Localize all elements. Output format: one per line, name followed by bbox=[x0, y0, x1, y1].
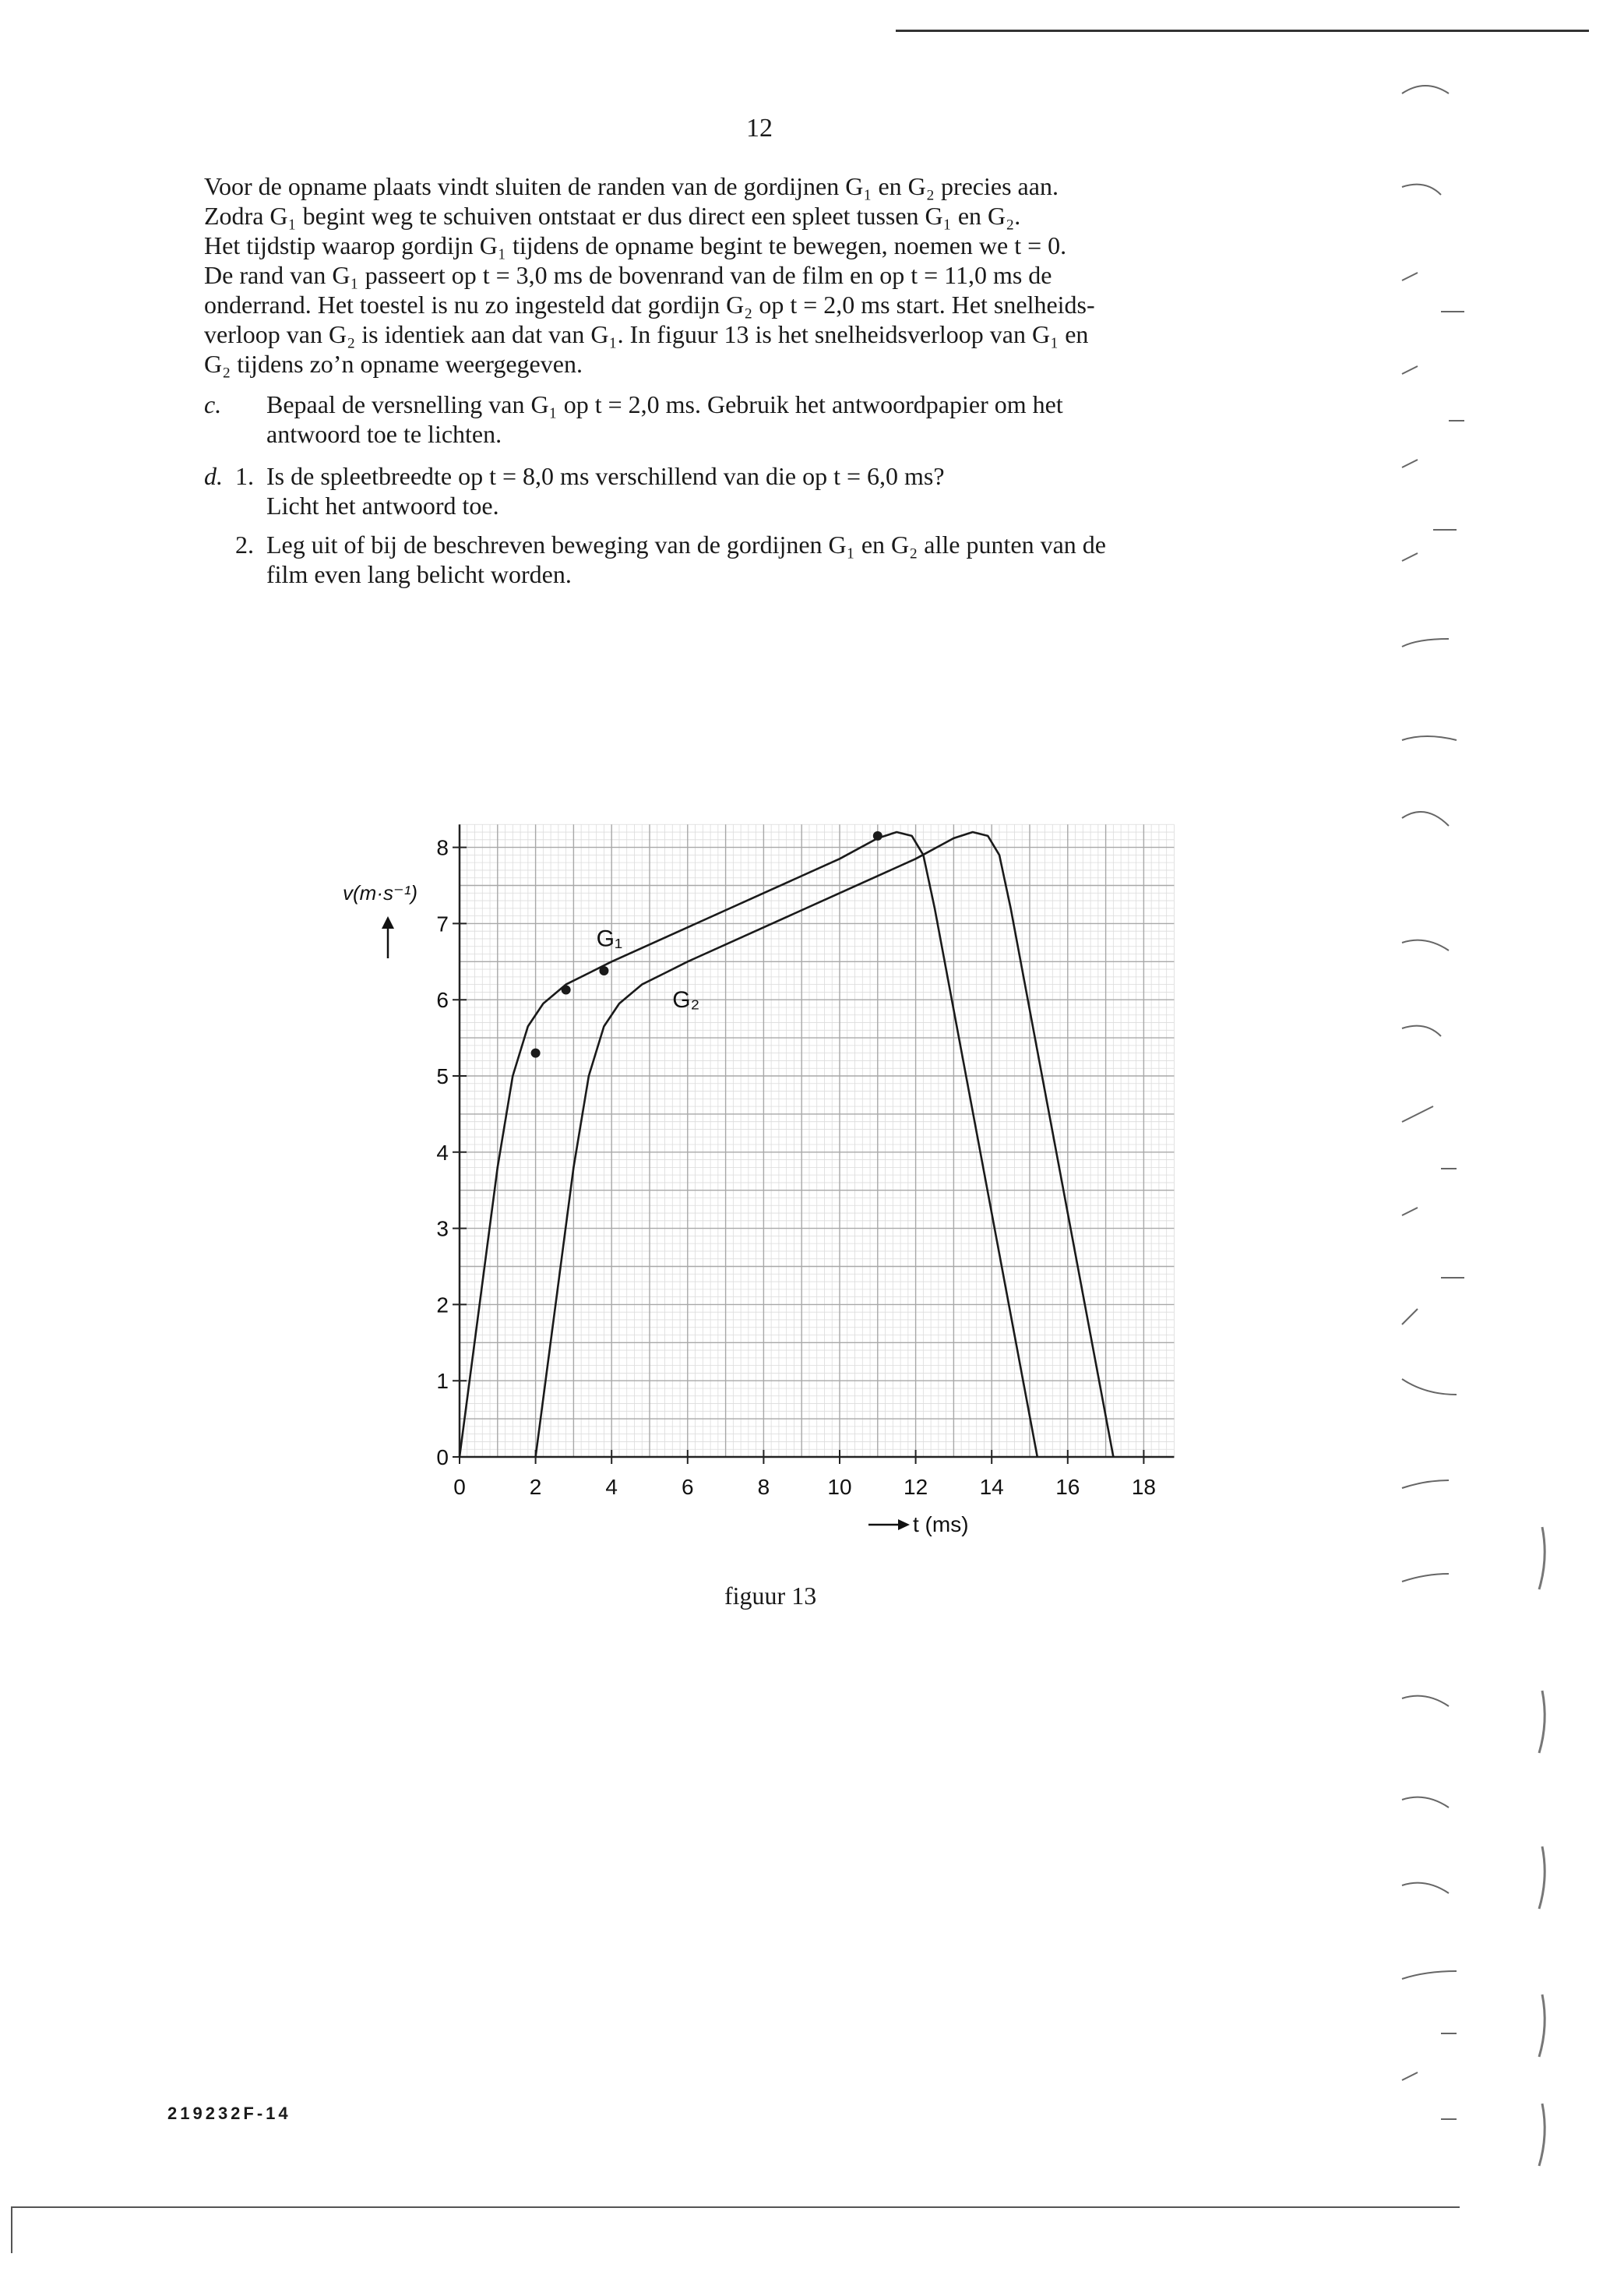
intro-line: Het tijdstip waarop gordijn G₁ tijdens de opname begint te bewegen, noemen we t = 0. bbox=[204, 231, 1067, 259]
x-axis-arrow-head bbox=[898, 1519, 910, 1530]
x-axis-label: t (ms) bbox=[913, 1512, 969, 1536]
x-tick-label: 16 bbox=[1055, 1475, 1080, 1499]
x-tick-label: 18 bbox=[1131, 1475, 1156, 1499]
question-d-label: d. bbox=[204, 462, 223, 490]
intro-line: verloop van G₂ is identiek aan dat van G₁. In figuur 13 is het snelheidsverloop van G₁ en bbox=[204, 320, 1089, 348]
question-d-2-text bbox=[266, 530, 1106, 589]
y-tick-label: 2 bbox=[436, 1293, 449, 1317]
question-c-text bbox=[266, 390, 1063, 449]
x-tick-label: 0 bbox=[453, 1475, 466, 1499]
intro-line: onderrand. Het toestel is nu zo ingesteld dat gordijn G₂ op t = 2,0 ms start. Het snelheids- bbox=[204, 291, 1095, 319]
intro-line: Zodra G₁ begint weg te schuiven ontstaat er dus direct een spleet tussen G₁ en G₂. bbox=[204, 202, 1021, 230]
y-axis-label: v(m·s⁻¹) bbox=[343, 881, 418, 905]
y-tick-label: 4 bbox=[436, 1140, 449, 1165]
bottom-rule bbox=[11, 2206, 1460, 2208]
page-number: 12 bbox=[746, 114, 773, 143]
intro-paragraph bbox=[204, 171, 1326, 379]
y-tick-label: 1 bbox=[436, 1369, 449, 1394]
question-c-line: antwoord toe te lichten. bbox=[266, 420, 502, 448]
intro-line: Voor de opname plaats vindt sluiten de randen van de gordijnen G₁ en G₂ precies aan. bbox=[204, 172, 1059, 200]
x-tick-label: 8 bbox=[757, 1475, 770, 1499]
figure-caption: figuur 13 bbox=[724, 1582, 817, 1610]
margin-scan-marks bbox=[1371, 47, 1620, 2197]
intro-line: De rand van G₁ passeert op t = 3,0 ms de bovenrand van de film en op t = 11,0 ms de bbox=[204, 261, 1052, 289]
footer-code: 219232F-14 bbox=[167, 2104, 291, 2123]
x-tick-label: 6 bbox=[682, 1475, 694, 1499]
y-tick-label: 8 bbox=[436, 835, 449, 860]
series-annotation: G₂ bbox=[672, 986, 700, 1013]
y-axis-arrow-head bbox=[382, 916, 394, 929]
question-d-1-number: 1. bbox=[235, 462, 254, 490]
x-tick-label: 2 bbox=[529, 1475, 542, 1499]
series-annotation: G₁ bbox=[596, 926, 623, 952]
data-point bbox=[562, 985, 571, 994]
velocity-chart bbox=[327, 810, 1207, 1550]
question-c-label: c. bbox=[204, 390, 222, 418]
x-tick-label: 12 bbox=[904, 1475, 928, 1499]
y-tick-label: 5 bbox=[436, 1064, 449, 1088]
y-tick-label: 7 bbox=[436, 912, 449, 936]
y-tick-label: 6 bbox=[436, 988, 449, 1013]
question-d-1-text bbox=[266, 461, 945, 520]
question-d-1-line: Is de spleetbreedte op t = 8,0 ms verschillend van die op t = 6,0 ms? bbox=[266, 462, 945, 490]
x-tick-label: 10 bbox=[827, 1475, 852, 1499]
question-d-2-line: film even lang belicht worden. bbox=[266, 560, 572, 588]
labels bbox=[343, 836, 1156, 1536]
x-tick-label: 14 bbox=[979, 1475, 1004, 1499]
y-tick-label: 3 bbox=[436, 1216, 449, 1241]
grid-minor bbox=[460, 824, 1174, 1457]
figure-13 bbox=[327, 810, 1207, 1550]
data-point bbox=[873, 831, 882, 841]
question-d-2-line: Leg uit of bij de beschreven beweging van de gordijnen G₁ en G₂ alle punten van de bbox=[266, 531, 1106, 559]
data-point bbox=[599, 966, 608, 975]
intro-line: G₂ tijdens zo’n opname weergegeven. bbox=[204, 350, 583, 378]
top-rule bbox=[896, 30, 1589, 32]
bottom-tick bbox=[11, 2206, 12, 2253]
x-tick-label: 4 bbox=[605, 1475, 618, 1499]
y-tick-label: 0 bbox=[436, 1445, 449, 1469]
question-c-line: Bepaal de versnelling van G₁ op t = 2,0 ms. Gebruik het antwoordpapier om het bbox=[266, 390, 1063, 418]
question-d-1-line: Licht het antwoord toe. bbox=[266, 492, 499, 520]
question-d-2-number: 2. bbox=[235, 531, 254, 559]
data-point bbox=[531, 1049, 541, 1058]
